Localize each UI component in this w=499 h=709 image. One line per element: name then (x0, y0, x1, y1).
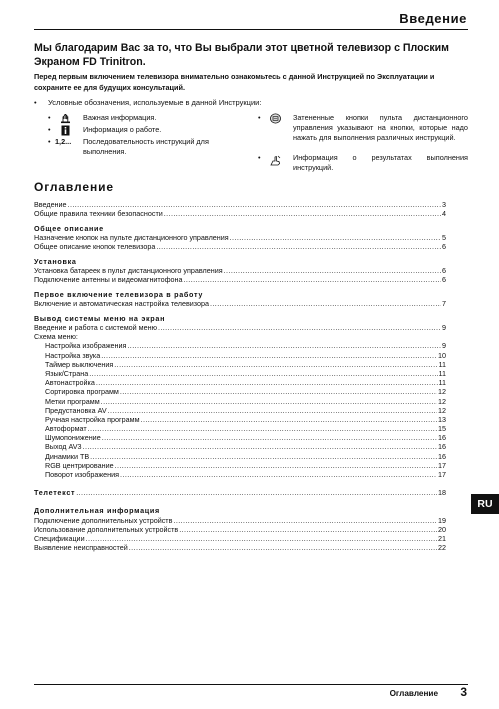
toc-section-heading: Первое включение телевизора в работу (34, 290, 204, 299)
footer-rule (34, 684, 468, 685)
legend-left (48, 113, 248, 163)
remote-button-icon (270, 113, 281, 124)
intro-paragraph: Перед первым включением телевизора внимательно ознакомьтесь с данной Инструкцией по Эксплуатации и сохраните ее для будущих консультаций. (34, 72, 435, 92)
toc-row[interactable]: Общие правила техники безопасности ..... 4 (34, 209, 446, 218)
toc-row[interactable]: Общее описание кнопок телевизора ..... 6 (34, 242, 446, 251)
legend-text: Последовательность инструкций для выполнения. (83, 137, 209, 156)
toc-row[interactable]: Введение ..... 3 (34, 200, 446, 209)
toc-section-heading: Вывод системы меню на экран (34, 313, 166, 323)
toc-row[interactable]: Использование дополнительных устройств ..... 20 (34, 525, 446, 534)
conventions-text: Условные обозначения, используемые в данной Инструкции: (48, 98, 262, 107)
table-of-contents (34, 200, 446, 552)
toc-row[interactable]: Введение и работа с системой меню ..... 9 (34, 323, 446, 332)
toc-section-heading: Установка (34, 256, 77, 266)
language-badge: RU (471, 494, 499, 514)
toc-row[interactable]: Автонастройка ..... 11 (34, 378, 446, 387)
toc-section-heading: Общее описание (34, 223, 104, 233)
menu-scheme-heading: Схема меню: (34, 332, 78, 342)
footer-label: Оглавление (389, 689, 438, 698)
toc-row[interactable]: RGB центрирование ..... 17 (34, 461, 446, 470)
legend-item: • Затененные кнопки пульта дистанционного управления указывают на кнопки, которые надо нажать для выполнения различных инструкций. (258, 113, 468, 142)
header-rule (34, 29, 468, 30)
legend-text: Информация о результатах выполнения инструкций. (293, 153, 468, 172)
toc-row[interactable]: Настройка изображения ..... 9 (34, 341, 446, 350)
toc-row[interactable]: Подключение антенны и видеомагнитофона ..... 6 (34, 275, 446, 284)
legend-item: • 1,2... Последовательность инструкций для выполнения. (48, 137, 248, 159)
toc-row[interactable]: Подключение дополнительных устройств ..... 19 (34, 516, 446, 525)
toc-row[interactable]: Назначение кнопок на пульте дистанционного управления ..... 5 (34, 233, 446, 242)
result-hand-icon (270, 155, 281, 166)
toc-row[interactable]: Выход AV3 ..... 16 (34, 443, 446, 452)
toc-row[interactable]: Метки программ ..... 12 (34, 397, 446, 406)
legend-text: Информация о работе. (83, 125, 162, 134)
conventions-bullet (34, 98, 261, 107)
toc-row[interactable]: Предустановка AV ..... 12 (34, 406, 446, 415)
sequence-marker: 1,2... (55, 137, 72, 146)
legend-item: • Информация о результатах выполнения инструкций. (258, 153, 468, 172)
toc-row[interactable]: Ручная настройка программ ..... 13 (34, 415, 446, 424)
toc-row[interactable]: Динамики ТВ ..... 16 (34, 452, 446, 461)
legend-item: • Информация о работе. (48, 125, 162, 134)
toc-row[interactable]: Поворот изображения ..... 17 (34, 470, 446, 479)
toc-row[interactable]: Выявление неисправностей ..... 22 (34, 543, 446, 552)
legend-right (258, 113, 468, 175)
toc-section-heading: Дополнительная информация (34, 506, 160, 516)
intro-heading: Мы благодарим Вас за то, что Вы выбрали этот цветной телевизор с Плоским Экраном FD Trinitron. (34, 42, 449, 68)
bullet-dot: • (34, 98, 37, 107)
toc-title: Оглавление (34, 180, 114, 194)
toc-row-teletext[interactable]: Телетекст ..... 18 (34, 488, 446, 497)
info-icon (60, 125, 71, 136)
toc-row[interactable]: Установка батареек в пульт дистанционного управления ..... 6 (34, 266, 446, 275)
toc-row[interactable]: Шумопонижение ..... 16 (34, 433, 446, 442)
page-number: 3 (460, 685, 467, 699)
toc-row[interactable]: Спецификации ..... 21 (34, 534, 446, 543)
legend-text: Затененные кнопки пульта дистанционного управления указывают на кнопки, которые надо нажать для выполнения различных инструкций. (293, 113, 468, 142)
toc-row[interactable]: Включение и автоматическая настройка телевизора ..... 7 (34, 299, 446, 308)
legend-item: • Важная информация. (48, 113, 157, 122)
toc-row[interactable]: Язык/Страна ..... 11 (34, 369, 446, 378)
toc-row[interactable]: Таймер выключения ..... 11 (34, 360, 446, 369)
toc-row[interactable]: Настройка звука ..... 10 (34, 351, 446, 360)
warning-hand-icon (60, 113, 71, 124)
page-header-title: Введение (399, 11, 467, 26)
legend-text: Важная информация. (83, 113, 157, 122)
toc-row[interactable]: Автоформат ..... 15 (34, 424, 446, 433)
toc-row[interactable]: Сортировка программ ..... 12 (34, 387, 446, 396)
